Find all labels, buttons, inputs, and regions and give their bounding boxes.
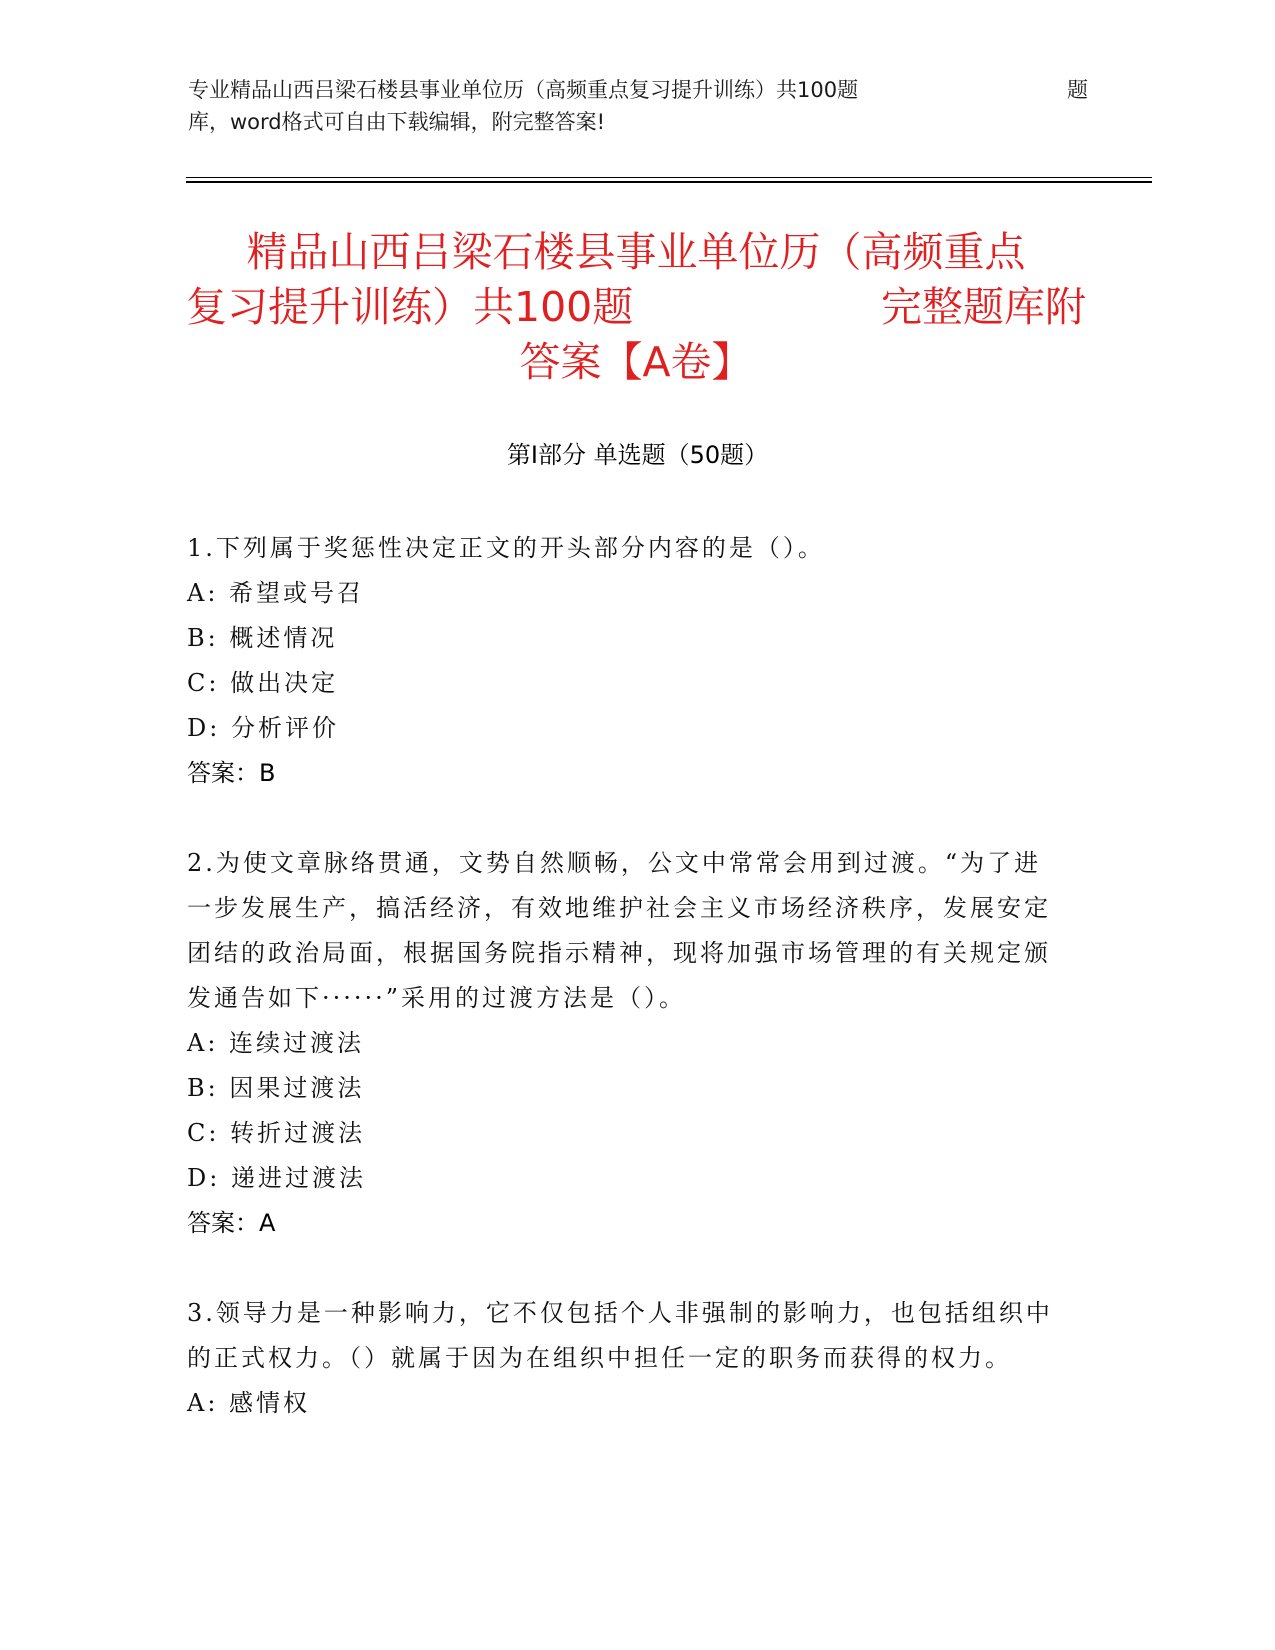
option-d: D: 递进过渡法	[187, 1164, 366, 1192]
question-spacer	[187, 1246, 1067, 1291]
question-spacer	[187, 796, 1067, 841]
option-b: B: 概述情况	[187, 624, 338, 652]
title-line-3: 答案【A卷】	[519, 338, 753, 386]
header-line-2: 库，word格式可自由下载编辑，附完整答案!	[188, 110, 606, 134]
header-rule-thin	[186, 177, 1152, 178]
option-d: D: 分析评价	[187, 714, 339, 742]
header-rule-thick	[186, 181, 1152, 183]
question-stem: 3.领导力是一种影响力，它不仅包括个人非强制的影响力，也包括组织中的正式权力。（）就属于因为在组织中担任一定的职务而获得的权力。	[187, 1299, 1053, 1372]
question-block	[187, 526, 1067, 796]
question-list	[187, 526, 1067, 1426]
title-line-2	[186, 280, 1086, 335]
option-a: A: 希望或号召	[187, 579, 365, 607]
question-stem: 2.为使文章脉络贯通，文势自然顺畅，公文中常常会用到过渡。“为了进一步发展生产，搞活经济，有效地维护社会主义市场经济秩序，发展安定团结的政治局面，根据国务院指示精神，现将加强市场管理的有关规定颁发通告如下······”采用的过渡方法是（）。	[187, 849, 1051, 1012]
title-line-2-left: 复习提升训练）共100题	[186, 283, 634, 331]
page-header	[188, 74, 1088, 138]
question-block	[187, 1291, 1067, 1426]
header-line-1-left: 专业精品山西吕梁石楼县事业单位历（高频重点复习提升训练）共100题	[188, 78, 859, 102]
question-stem: 1.下列属于奖惩性决定正文的开头部分内容的是（）。	[187, 534, 825, 562]
option-b: B: 因果过渡法	[187, 1074, 365, 1102]
answer-text: 答案：A	[187, 1209, 276, 1237]
header-line-1-right: 题	[1067, 78, 1088, 102]
option-a: A: 连续过渡法	[187, 1029, 365, 1057]
option-c: C: 转折过渡法	[187, 1119, 366, 1147]
option-a: A: 感情权	[187, 1389, 311, 1417]
answer-text: 答案：B	[187, 759, 276, 787]
question-block	[187, 841, 1067, 1246]
section-heading: 第I部分 单选题（50题）	[506, 441, 769, 469]
title-line-2-right: 完整题库附	[881, 283, 1086, 331]
option-c: C: 做出决定	[187, 669, 339, 697]
header-line-1	[188, 74, 1088, 106]
document-title	[186, 225, 1086, 390]
title-line-1: 精品山西吕梁石楼县事业单位历（高频重点	[246, 228, 1026, 276]
